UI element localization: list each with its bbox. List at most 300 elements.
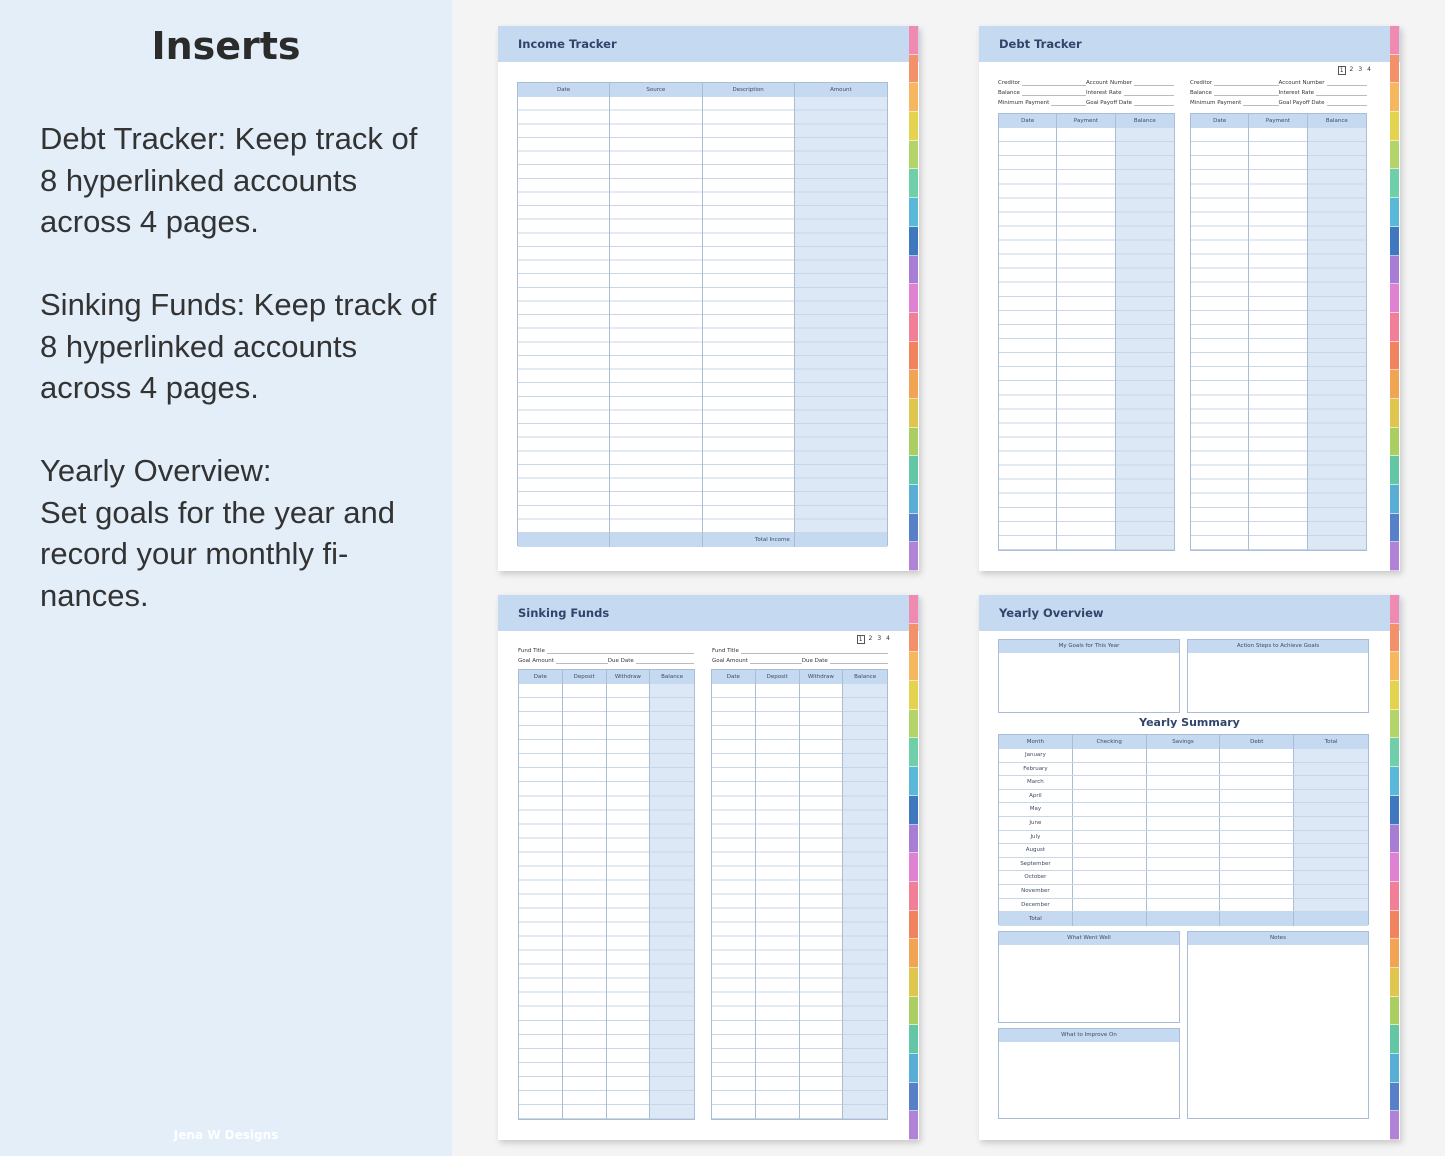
- balance-label: Balance: [1190, 90, 1212, 96]
- page-header: [498, 595, 919, 631]
- goal-payoff-date-field[interactable]: [1134, 100, 1174, 106]
- month-label: November: [999, 885, 1073, 898]
- yearly-summary-table: [998, 734, 1369, 925]
- month-row: [999, 899, 1368, 913]
- month-tab[interactable]: [1390, 1111, 1399, 1140]
- goal-amount-label: Goal Amount: [518, 658, 554, 664]
- month-tab[interactable]: [1390, 428, 1399, 457]
- table-header: [712, 670, 887, 684]
- account-number-field[interactable]: [1327, 80, 1367, 86]
- table-body: [1191, 128, 1366, 550]
- month-tab[interactable]: [1390, 738, 1399, 767]
- interest-rate-label: Interest Rate: [1086, 90, 1122, 96]
- summary-cell[interactable]: [1073, 803, 1147, 816]
- debt-table-right: [1190, 113, 1367, 551]
- month-label: August: [999, 844, 1073, 857]
- month-label: February: [999, 763, 1073, 776]
- notes-box[interactable]: [1187, 931, 1369, 1119]
- month-tab[interactable]: [1390, 313, 1399, 342]
- column-header-date: Date: [999, 114, 1057, 128]
- balance-label: Balance: [998, 90, 1020, 96]
- fund-fields-right: [712, 648, 888, 654]
- action-steps-header: Action Steps to Achieve Goals: [1188, 640, 1368, 653]
- fund-title-field[interactable]: [547, 648, 694, 654]
- account-fields-right: [1190, 80, 1367, 86]
- goals-header: My Goals for This Year: [999, 640, 1179, 653]
- summary-cell[interactable]: [1073, 844, 1147, 857]
- debt-table-left: [998, 113, 1175, 551]
- month-tab[interactable]: [1390, 1054, 1399, 1083]
- month-tab[interactable]: [909, 428, 918, 457]
- month-tab[interactable]: [909, 112, 918, 141]
- column-header-total: Total: [1324, 739, 1338, 745]
- table-column: [563, 684, 607, 1119]
- due-date-field[interactable]: [830, 658, 888, 664]
- column-header-balance: Balance: [854, 674, 877, 680]
- month-tab[interactable]: [1390, 939, 1399, 968]
- improve-box[interactable]: [998, 1028, 1180, 1119]
- account-fields-left-3: [998, 100, 1174, 106]
- summary-cell[interactable]: [1147, 817, 1221, 830]
- page-title: Income Tracker: [518, 37, 617, 51]
- month-tab[interactable]: [1390, 112, 1399, 141]
- page-header: [979, 26, 1400, 62]
- summary-cell[interactable]: [1147, 790, 1221, 803]
- account-fields-left-2: [998, 90, 1174, 96]
- text-line: across 4 pages.: [40, 204, 259, 239]
- column-header-deposit: Deposit: [756, 670, 800, 684]
- month-tab[interactable]: [1390, 370, 1399, 399]
- month-label: July: [999, 831, 1073, 844]
- month-tab[interactable]: [909, 853, 918, 882]
- summary-cell[interactable]: [1294, 763, 1368, 776]
- column-header-description: Description: [703, 83, 795, 97]
- table-header: [518, 83, 887, 97]
- column-header-balance: Balance: [661, 674, 684, 680]
- summary-cell[interactable]: [1220, 871, 1294, 884]
- tab-strip: [1390, 26, 1399, 571]
- summary-cell[interactable]: [1220, 899, 1294, 912]
- month-tab[interactable]: [1390, 198, 1399, 227]
- table-column: [610, 97, 702, 533]
- month-tab[interactable]: [1390, 911, 1399, 940]
- month-tab[interactable]: [1390, 595, 1399, 624]
- summary-cell[interactable]: [1147, 763, 1221, 776]
- month-tab[interactable]: [909, 968, 918, 997]
- sinking-table-left: [518, 669, 695, 1120]
- column-header-date: Date: [1191, 114, 1249, 128]
- total-income-label: Total Income: [703, 533, 795, 547]
- summary-cell[interactable]: [1147, 871, 1221, 884]
- account-fields-right-2: [1190, 90, 1367, 96]
- table-header: [1191, 114, 1366, 128]
- month-tab[interactable]: [909, 738, 918, 767]
- summary-cell[interactable]: [1073, 817, 1147, 830]
- month-tab[interactable]: [1390, 26, 1399, 55]
- month-tab[interactable]: [909, 83, 918, 112]
- table-column: [519, 684, 563, 1119]
- month-tab[interactable]: [1390, 514, 1399, 543]
- summary-cell[interactable]: [1147, 844, 1221, 857]
- month-tab[interactable]: [1390, 542, 1399, 571]
- summary-cell[interactable]: [1220, 790, 1294, 803]
- summary-cell[interactable]: [1220, 817, 1294, 830]
- text-line: Set goals for the year and: [40, 494, 396, 530]
- table-column: [1057, 128, 1115, 550]
- table-column: [756, 684, 800, 1119]
- month-tab[interactable]: [909, 514, 918, 543]
- page-link-4[interactable]: 4: [886, 635, 890, 642]
- creditor-field[interactable]: [1022, 80, 1086, 86]
- summary-cell[interactable]: [1147, 749, 1221, 762]
- creditor-label: Creditor: [1190, 80, 1213, 86]
- month-row: [999, 763, 1368, 777]
- tab-strip: [909, 595, 918, 1140]
- table-column: [795, 97, 887, 533]
- month-row: [999, 844, 1368, 858]
- total-cell: [518, 533, 610, 547]
- goal-amount-field[interactable]: [750, 658, 802, 664]
- inserts-heading: Inserts: [151, 24, 301, 68]
- page-header: [979, 595, 1400, 631]
- went-well-header: What Went Well: [999, 932, 1179, 945]
- month-tab[interactable]: [909, 169, 918, 198]
- column-header-withdraw: Withdraw: [607, 670, 651, 684]
- month-row: [999, 871, 1368, 885]
- month-tab[interactable]: [909, 342, 918, 371]
- month-tab[interactable]: [1390, 681, 1399, 710]
- summary-cell[interactable]: [1294, 831, 1368, 844]
- month-tab[interactable]: [1390, 652, 1399, 681]
- month-tab[interactable]: [909, 1111, 918, 1140]
- month-label: December: [999, 899, 1073, 912]
- month-tab[interactable]: [1390, 227, 1399, 256]
- month-tab[interactable]: [1390, 997, 1399, 1026]
- month-tab[interactable]: [909, 882, 918, 911]
- page-link-3[interactable]: 3: [1358, 66, 1363, 73]
- month-rows: [999, 749, 1368, 912]
- month-label: June: [999, 817, 1073, 830]
- page-header: [498, 26, 919, 62]
- column-header-balance: Balance: [1133, 118, 1156, 124]
- total-cell: [1073, 912, 1147, 926]
- summary-cell[interactable]: [1220, 776, 1294, 789]
- improve-header: What to Improve On: [999, 1029, 1179, 1042]
- month-tab[interactable]: [1390, 342, 1399, 371]
- text-line: record your monthly fi-: [40, 536, 349, 571]
- month-row: [999, 858, 1368, 872]
- summary-cell[interactable]: [1220, 885, 1294, 898]
- tab-strip: [909, 26, 918, 571]
- column-header-source: Source: [610, 83, 702, 97]
- balance-field[interactable]: [1214, 90, 1279, 96]
- month-tab[interactable]: [909, 313, 918, 342]
- table-column: [800, 684, 844, 1119]
- month-tab[interactable]: [909, 542, 918, 571]
- column-header-month: Month: [999, 735, 1073, 749]
- debt-tracker-description: [40, 118, 440, 243]
- column-header-balance: Balance: [1325, 118, 1348, 124]
- month-tab[interactable]: [1390, 710, 1399, 739]
- column-header-payment: Payment: [1057, 114, 1115, 128]
- interest-rate-label: Interest Rate: [1278, 90, 1315, 96]
- summary-cell[interactable]: [1294, 790, 1368, 803]
- month-label: April: [999, 790, 1073, 803]
- sinking-funds-page: [498, 595, 919, 1140]
- month-tab[interactable]: [909, 997, 918, 1026]
- income-table: [517, 82, 888, 546]
- table-total-row: [518, 533, 887, 547]
- month-tab[interactable]: [909, 681, 918, 710]
- yearly-overview-description: [40, 450, 440, 616]
- sinking-funds-description: [40, 284, 440, 409]
- month-label: March: [999, 776, 1073, 789]
- page-link-2[interactable]: 2: [868, 635, 873, 642]
- table-header: [519, 670, 694, 684]
- goal-payoff-date-field[interactable]: [1327, 100, 1367, 106]
- month-tab[interactable]: [909, 767, 918, 796]
- summary-cell[interactable]: [1147, 776, 1221, 789]
- table-body: [518, 97, 887, 533]
- month-tab[interactable]: [909, 198, 918, 227]
- notes-header: Notes: [1188, 932, 1368, 945]
- summary-cell[interactable]: [1294, 899, 1368, 912]
- brand-watermark: Jena W Designs: [173, 1128, 279, 1142]
- minimum-payment-field[interactable]: [1243, 100, 1278, 106]
- page-selector[interactable]: [1338, 66, 1372, 75]
- month-tab[interactable]: [909, 1054, 918, 1083]
- month-tab[interactable]: [1390, 624, 1399, 653]
- total-cell: [1294, 912, 1368, 926]
- fund-title-label: Fund Title: [518, 648, 545, 654]
- summary-cell[interactable]: [1147, 858, 1221, 871]
- interest-rate-field[interactable]: [1316, 90, 1367, 96]
- summary-cell[interactable]: [1147, 803, 1221, 816]
- interest-rate-field[interactable]: [1124, 90, 1174, 96]
- page-selector[interactable]: [857, 635, 891, 644]
- month-label: May: [999, 803, 1073, 816]
- account-fields-right-3: [1190, 100, 1367, 106]
- page-title: Yearly Overview: [999, 606, 1104, 620]
- summary-cell[interactable]: [1220, 749, 1294, 762]
- month-tab[interactable]: [1390, 83, 1399, 112]
- month-tab[interactable]: [909, 710, 918, 739]
- action-steps-box[interactable]: [1187, 639, 1369, 713]
- summary-cell[interactable]: [1073, 885, 1147, 898]
- table-column: [703, 97, 795, 533]
- description-text: [40, 118, 440, 658]
- total-cell: [610, 533, 702, 547]
- month-row: [999, 831, 1368, 845]
- left-panel: [0, 0, 452, 1156]
- text-line: 8 hyperlinked accounts: [40, 162, 358, 198]
- page-link-2[interactable]: 2: [1349, 66, 1354, 73]
- minimum-payment-label: Minimum Payment: [998, 100, 1050, 106]
- column-header-date: Date: [518, 83, 610, 97]
- table-body: [712, 684, 887, 1119]
- text-line: Sinking Funds: Keep track of: [40, 287, 437, 322]
- month-row: [999, 885, 1368, 899]
- summary-cell[interactable]: [1073, 749, 1147, 762]
- month-tab[interactable]: [909, 284, 918, 313]
- account-fields-left: [998, 80, 1174, 86]
- month-tab[interactable]: [1390, 825, 1399, 854]
- summary-cell[interactable]: [1294, 776, 1368, 789]
- summary-cell[interactable]: [1294, 871, 1368, 884]
- table-column: [1191, 128, 1249, 550]
- total-cell: [1147, 912, 1221, 926]
- fund-fields-right-2: [712, 658, 888, 664]
- summary-cell[interactable]: [1147, 885, 1221, 898]
- tab-strip: [1390, 595, 1399, 1140]
- page-link-1[interactable]: 1: [1339, 67, 1344, 74]
- balance-field[interactable]: [1022, 90, 1086, 96]
- minimum-payment-field[interactable]: [1051, 100, 1086, 106]
- text-line: Yearly Overview:: [40, 453, 272, 488]
- debt-tracker-page: [979, 26, 1400, 571]
- goal-amount-label: Goal Amount: [712, 658, 748, 664]
- month-tab[interactable]: [1390, 284, 1399, 313]
- summary-cell[interactable]: [1073, 763, 1147, 776]
- summary-cell[interactable]: [1220, 763, 1294, 776]
- month-tab[interactable]: [909, 1025, 918, 1054]
- month-tab[interactable]: [909, 399, 918, 428]
- column-header-withdraw: Withdraw: [800, 670, 844, 684]
- month-tab[interactable]: [1390, 456, 1399, 485]
- text-line: 8 hyperlinked accounts: [40, 328, 358, 364]
- minimum-payment-label: Minimum Payment: [1190, 100, 1242, 106]
- summary-cell[interactable]: [1294, 885, 1368, 898]
- table-column: [607, 684, 651, 1119]
- month-tab[interactable]: [1390, 767, 1399, 796]
- month-tab[interactable]: [909, 256, 918, 285]
- month-label: September: [999, 858, 1073, 871]
- month-tab[interactable]: [1390, 256, 1399, 285]
- creditor-field[interactable]: [1214, 80, 1278, 86]
- went-well-box[interactable]: [998, 931, 1180, 1023]
- month-tab[interactable]: [909, 1083, 918, 1112]
- page-title: Debt Tracker: [999, 37, 1082, 51]
- summary-cell[interactable]: [1220, 858, 1294, 871]
- table-column: [1308, 128, 1366, 550]
- month-tab[interactable]: [1390, 55, 1399, 84]
- yearly-summary-title: Yearly Summary: [1139, 716, 1240, 729]
- month-tab[interactable]: [1390, 853, 1399, 882]
- account-number-field[interactable]: [1134, 80, 1174, 86]
- column-header-checking: Checking: [1073, 735, 1147, 749]
- summary-cell[interactable]: [1073, 790, 1147, 803]
- month-tab[interactable]: [909, 624, 918, 653]
- goal-amount-field[interactable]: [556, 658, 608, 664]
- month-tab[interactable]: [909, 485, 918, 514]
- summary-cell[interactable]: [1073, 899, 1147, 912]
- column-header-savings: Savings: [1147, 735, 1221, 749]
- month-row: [999, 749, 1368, 763]
- month-tab[interactable]: [1390, 169, 1399, 198]
- summary-cell[interactable]: [1294, 858, 1368, 871]
- summary-cell[interactable]: [1220, 831, 1294, 844]
- column-header-payment: Payment: [1249, 114, 1307, 128]
- summary-cell[interactable]: [1220, 844, 1294, 857]
- page-link-3[interactable]: 3: [877, 635, 882, 642]
- month-tab[interactable]: [909, 911, 918, 940]
- account-number-label: Account Number: [1278, 80, 1325, 86]
- summary-cell[interactable]: [1147, 899, 1221, 912]
- month-tab[interactable]: [1390, 1025, 1399, 1054]
- month-row: [999, 790, 1368, 804]
- month-label: January: [999, 749, 1073, 762]
- summary-cell[interactable]: [1294, 803, 1368, 816]
- month-tab[interactable]: [1390, 1083, 1399, 1112]
- summary-cell[interactable]: [1073, 871, 1147, 884]
- month-row: [999, 817, 1368, 831]
- table-column: [1249, 128, 1307, 550]
- total-label: Total: [999, 912, 1073, 926]
- summary-cell[interactable]: [1294, 749, 1368, 762]
- goal-payoff-date-label: Goal Payoff Date: [1086, 100, 1133, 106]
- total-cell: [1220, 912, 1294, 926]
- summary-cell[interactable]: [1220, 803, 1294, 816]
- goals-box[interactable]: [998, 639, 1180, 713]
- month-tab[interactable]: [1390, 882, 1399, 911]
- income-tracker-page: [498, 26, 919, 571]
- summary-cell[interactable]: [1073, 831, 1147, 844]
- sinking-table-right: [711, 669, 888, 1120]
- month-tab[interactable]: [909, 456, 918, 485]
- month-tab[interactable]: [909, 652, 918, 681]
- table-body: [519, 684, 694, 1119]
- page-link-4[interactable]: 4: [1367, 66, 1371, 73]
- month-tab[interactable]: [1390, 968, 1399, 997]
- page-link-1[interactable]: 1: [858, 636, 863, 643]
- account-number-label: Account Number: [1086, 80, 1133, 86]
- summary-cell[interactable]: [1294, 817, 1368, 830]
- month-tab[interactable]: [909, 939, 918, 968]
- table-column: [999, 128, 1057, 550]
- summary-cell[interactable]: [1073, 776, 1147, 789]
- month-tab[interactable]: [1390, 399, 1399, 428]
- month-tab[interactable]: [909, 227, 918, 256]
- month-tab[interactable]: [1390, 485, 1399, 514]
- summary-cell[interactable]: [1073, 858, 1147, 871]
- fund-title-field[interactable]: [741, 648, 888, 654]
- table-body: [999, 128, 1174, 550]
- month-tab[interactable]: [909, 796, 918, 825]
- due-date-field[interactable]: [636, 658, 694, 664]
- month-tab[interactable]: [1390, 141, 1399, 170]
- month-tab[interactable]: [909, 141, 918, 170]
- fund-fields-left-2: [518, 658, 694, 664]
- due-date-label: Due Date: [607, 658, 634, 664]
- table-column: [650, 684, 694, 1119]
- month-label: October: [999, 871, 1073, 884]
- month-tab[interactable]: [909, 55, 918, 84]
- creditor-label: Creditor: [998, 80, 1021, 86]
- text-line: across 4 pages.: [40, 370, 259, 405]
- text-line: Debt Tracker: Keep track of: [40, 121, 418, 156]
- summary-cell[interactable]: [1147, 831, 1221, 844]
- month-tab[interactable]: [909, 370, 918, 399]
- month-tab[interactable]: [1390, 796, 1399, 825]
- table-header: [999, 735, 1368, 749]
- table-column: [518, 97, 610, 533]
- month-tab[interactable]: [909, 825, 918, 854]
- month-tab[interactable]: [909, 26, 918, 55]
- summary-cell[interactable]: [1294, 844, 1368, 857]
- column-header-debt: Debt: [1220, 735, 1294, 749]
- goal-payoff-date-label: Goal Payoff Date: [1278, 100, 1325, 106]
- month-tab[interactable]: [909, 595, 918, 624]
